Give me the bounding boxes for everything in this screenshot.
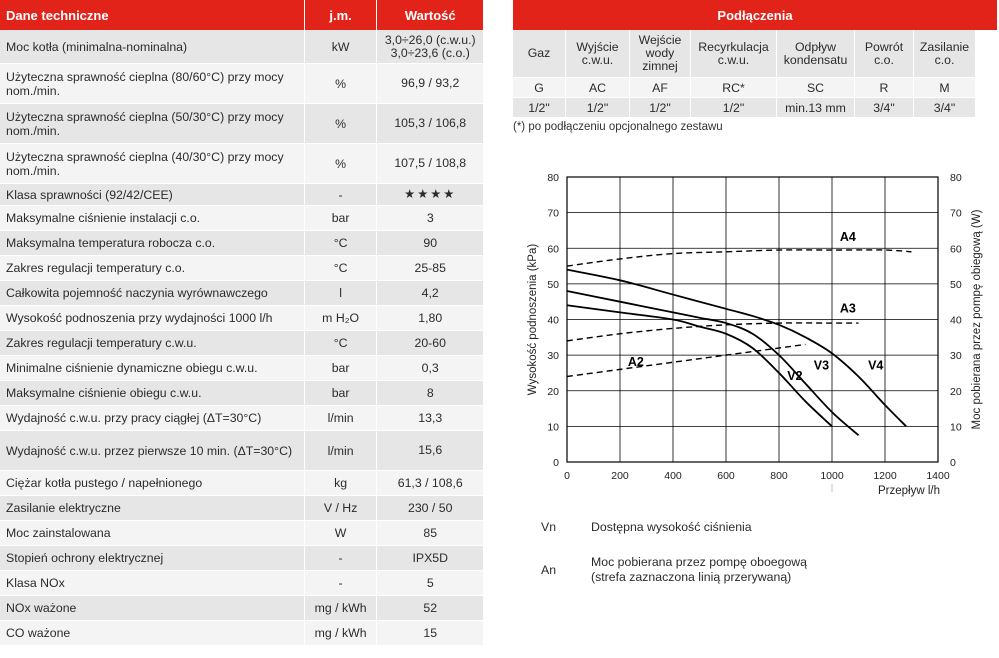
- y-right-axis-label: Moc pobierana przez pompę obiegową (W): [971, 209, 983, 430]
- row-value: 96,9 / 93,2: [376, 64, 483, 103]
- y-right-tick-label: 70: [950, 207, 962, 220]
- row-value: 90: [376, 231, 483, 255]
- connection-code: AC: [566, 78, 629, 98]
- connection-code: G: [513, 78, 565, 98]
- legend-description: Dostępna wysokość ciśnienia: [591, 520, 752, 534]
- x-tick-label: 400: [664, 470, 682, 482]
- row-value: 15: [376, 621, 483, 645]
- row-value: 1,80: [376, 306, 483, 330]
- row-unit: -: [304, 184, 377, 205]
- x-tick-label: 800: [770, 470, 788, 482]
- x-tick-label: 600: [717, 470, 735, 482]
- y-tick-label: 70: [547, 207, 559, 220]
- row-unit: l/min: [304, 406, 377, 430]
- row-name: Maksymalne ciśnienie instalacji c.o.: [6, 211, 201, 225]
- row-unit: %: [304, 104, 377, 143]
- x-axis-label: Przepływ l/h: [878, 485, 940, 497]
- table-row: [0, 546, 483, 571]
- row-name: Wydajność c.w.u. przy pracy ciągłej (ΔT=30°C): [6, 411, 262, 425]
- connection-size: 1/2": [630, 98, 690, 117]
- y-tick-label: 20: [547, 385, 559, 398]
- table-row: [0, 406, 483, 431]
- row-value: IPX5D: [376, 546, 483, 570]
- header-value: Wartość: [376, 0, 483, 30]
- row-name: CO ważone: [6, 626, 71, 640]
- legend-description: Moc pobierana przez pompę oboegową (strefa zaznaczona linią przerywaną): [591, 555, 808, 584]
- table-row: [0, 30, 483, 64]
- table-row: [0, 144, 483, 184]
- y-right-tick-label: 20: [950, 385, 962, 398]
- table-row: [0, 431, 483, 471]
- connection-size: 1/2": [691, 98, 776, 117]
- technical-table-header: [0, 0, 483, 30]
- row-unit: °C: [304, 331, 377, 355]
- row-unit: °C: [304, 231, 377, 255]
- connections-title: Podłączenia: [513, 0, 997, 30]
- row-unit: l/min: [304, 431, 377, 470]
- row-value: 230 / 50: [376, 496, 483, 520]
- y-axis-label: Wysokość podnoszenia (kPa): [527, 243, 539, 396]
- x-tick-label: 1200: [873, 470, 897, 482]
- series-a3-label: A3: [839, 301, 856, 316]
- table-row: [0, 331, 483, 356]
- table-row: [0, 471, 483, 496]
- row-value: 3,0÷26,0 (c.w.u.) 3,0÷23,6 (c.o.): [376, 30, 483, 63]
- series-a2-line: [567, 344, 806, 376]
- legend-item-an: [541, 555, 961, 589]
- x-tick-label: 1400: [926, 470, 950, 482]
- row-unit: kg: [304, 471, 377, 495]
- table-row: [0, 306, 483, 331]
- series-v2-label: V2: [787, 369, 803, 384]
- technical-data-table: [0, 0, 483, 646]
- row-value: 105,3 / 106,8: [376, 104, 483, 143]
- table-row: [0, 596, 483, 621]
- y-right-tick-label: 0: [950, 457, 956, 469]
- connection-code: RC*: [691, 78, 776, 98]
- table-row: [0, 356, 483, 381]
- y-tick-label: 10: [547, 421, 559, 434]
- row-unit: W: [304, 521, 377, 545]
- y-tick-label: 0: [553, 457, 559, 469]
- connection-code: R: [855, 78, 913, 98]
- row-unit: bar: [304, 356, 377, 380]
- y-right-tick-label: 80: [950, 172, 962, 184]
- header-name: Dane techniczne: [6, 7, 109, 23]
- row-name: Stopień ochrony elektrycznej: [6, 551, 164, 565]
- row-unit: -: [304, 546, 377, 570]
- row-name: Wydajność c.w.u. przez pierwsze 10 min. (ΔT=30°C): [6, 443, 293, 458]
- connections-grid: [513, 30, 997, 117]
- table-row: [0, 184, 483, 206]
- table-row: [0, 381, 483, 406]
- row-unit: l: [304, 281, 377, 305]
- connection-column: [776, 30, 854, 117]
- row-unit: m H₂O: [304, 306, 377, 330]
- y-right-tick-label: 30: [950, 350, 962, 363]
- legend-key: Vn: [541, 520, 557, 534]
- connection-header: Gaz: [513, 30, 565, 78]
- row-name: NOx ważone: [6, 601, 77, 615]
- row-name: Maksymalne ciśnienie obiegu c.w.u.: [6, 386, 202, 400]
- row-unit: %: [304, 144, 377, 183]
- row-value: 4,2: [376, 281, 483, 305]
- connection-header: Wyjście c.w.u.: [566, 30, 629, 78]
- row-unit: °C: [304, 256, 377, 280]
- y-tick-label: 60: [547, 243, 559, 256]
- series-a4-line: [567, 250, 912, 266]
- legend-item-vn: [541, 520, 961, 540]
- row-name: Ciężar kotła pustego / napełnionego: [6, 476, 203, 490]
- connection-header: Zasilanie c.o.: [914, 30, 975, 78]
- connection-size: 3/4": [855, 98, 913, 117]
- row-value: 3: [376, 206, 483, 230]
- row-name: Maksymalna temperatura robocza c.o.: [6, 236, 216, 250]
- table-row: [0, 521, 483, 546]
- row-name: Minimalne ciśnienie dynamiczne obiegu c.w.u.: [6, 361, 258, 375]
- connection-column: [513, 30, 565, 117]
- row-value: ★★★★: [376, 184, 483, 205]
- row-name: Użyteczna sprawność cieplna (40/30°C) przy mocy nom./min.: [6, 149, 284, 178]
- row-unit: mg / kWh: [304, 621, 377, 645]
- connection-column: [629, 30, 690, 117]
- y-right-tick-label: 10: [950, 421, 962, 434]
- x-tick-label: 200: [611, 470, 629, 482]
- connection-code: M: [914, 78, 975, 98]
- row-value: 15,6: [376, 431, 483, 470]
- series-v3-label: V3: [813, 358, 830, 373]
- y-tick-label: 80: [547, 172, 559, 184]
- row-unit: V / Hz: [304, 496, 377, 520]
- row-value: 61,3 / 108,6: [376, 471, 483, 495]
- connections-note: (*) po podłączeniu opcjonalnego zestawu: [513, 121, 723, 133]
- y-tick-label: 40: [547, 314, 559, 327]
- series-v2-line: [567, 305, 832, 426]
- row-unit: bar: [304, 206, 377, 230]
- connection-code: AF: [630, 78, 690, 98]
- legend-key: An: [541, 563, 557, 577]
- row-value: 107,5 / 108,8: [376, 144, 483, 183]
- row-name: Użyteczna sprawność cieplna (50/30°C) przy mocy nom./min.: [6, 109, 284, 138]
- table-row: [0, 281, 483, 306]
- x-tick-label: 0: [564, 470, 570, 482]
- series-a2-label: A2: [627, 354, 644, 369]
- y-right-tick-label: 40: [950, 314, 962, 327]
- row-value: 0,3: [376, 356, 483, 380]
- header-unit: j.m.: [304, 0, 377, 30]
- connection-size: 1/2": [566, 98, 629, 117]
- row-value: 13,3: [376, 406, 483, 430]
- connection-size: 1/2": [513, 98, 565, 117]
- connection-column: [854, 30, 913, 117]
- connection-header: Powrót c.o.: [855, 30, 913, 78]
- connection-column: [690, 30, 776, 117]
- row-name: Moc kotła (minimalna-nominalna): [6, 39, 188, 54]
- row-unit: mg / kWh: [304, 596, 377, 620]
- connection-size: 3/4": [914, 98, 975, 117]
- connection-header: Recyrkulacja c.w.u.: [691, 30, 776, 78]
- connection-code: SC: [777, 78, 854, 98]
- connections-table: [513, 0, 997, 117]
- table-row: [0, 206, 483, 231]
- series-a3-line: [567, 323, 859, 341]
- y-right-tick-label: 60: [950, 243, 962, 256]
- row-value: 8: [376, 381, 483, 405]
- row-unit: -: [304, 571, 377, 595]
- row-name: Klasa NOx: [6, 576, 65, 590]
- row-value: 5: [376, 571, 483, 595]
- table-row: [0, 64, 483, 104]
- row-name: Klasa sprawności (92/42/CEE): [6, 187, 173, 202]
- row-name: Zakres regulacji temperatury c.w.u.: [6, 336, 197, 350]
- row-unit: bar: [304, 381, 377, 405]
- y-tick-label: 50: [547, 278, 559, 291]
- connection-column: [565, 30, 629, 117]
- technical-table-body: [0, 30, 483, 646]
- pump-curve-chart: [510, 165, 999, 500]
- row-name: Zakres regulacji temperatury c.o.: [6, 261, 186, 275]
- table-row: [0, 571, 483, 596]
- y-tick-label: 30: [547, 350, 559, 363]
- row-name: Zasilanie elektryczne: [6, 501, 121, 515]
- row-name: Użyteczna sprawność cieplna (80/60°C) przy mocy nom./min.: [6, 69, 284, 98]
- row-value: 85: [376, 521, 483, 545]
- table-row: [0, 496, 483, 521]
- table-row: [0, 256, 483, 281]
- row-unit: kW: [304, 30, 377, 63]
- connection-header: Wejście wody zimnej: [630, 30, 690, 78]
- row-value: 25-85: [376, 256, 483, 280]
- row-name: Wysokość podnoszenia przy wydajności 1000 l/h: [6, 311, 273, 325]
- x-tick-label: 1000: [820, 470, 844, 482]
- row-value: 20-60: [376, 331, 483, 355]
- connection-header: Odpływ kondensatu: [777, 30, 854, 78]
- table-row: [0, 231, 483, 256]
- row-unit: %: [304, 64, 377, 103]
- row-name: Całkowita pojemność naczynia wyrównawczego: [6, 286, 268, 300]
- series-v4-line: [567, 270, 906, 427]
- row-value: 52: [376, 596, 483, 620]
- row-name: Moc zainstalowana: [6, 526, 111, 540]
- table-row: [0, 104, 483, 144]
- connection-column: [913, 30, 975, 117]
- table-row: [0, 621, 483, 646]
- series-v4-label: V4: [868, 358, 884, 373]
- y-right-tick-label: 50: [950, 278, 962, 291]
- connection-size: min.13 mm: [777, 98, 854, 117]
- series-a4-label: A4: [839, 230, 856, 245]
